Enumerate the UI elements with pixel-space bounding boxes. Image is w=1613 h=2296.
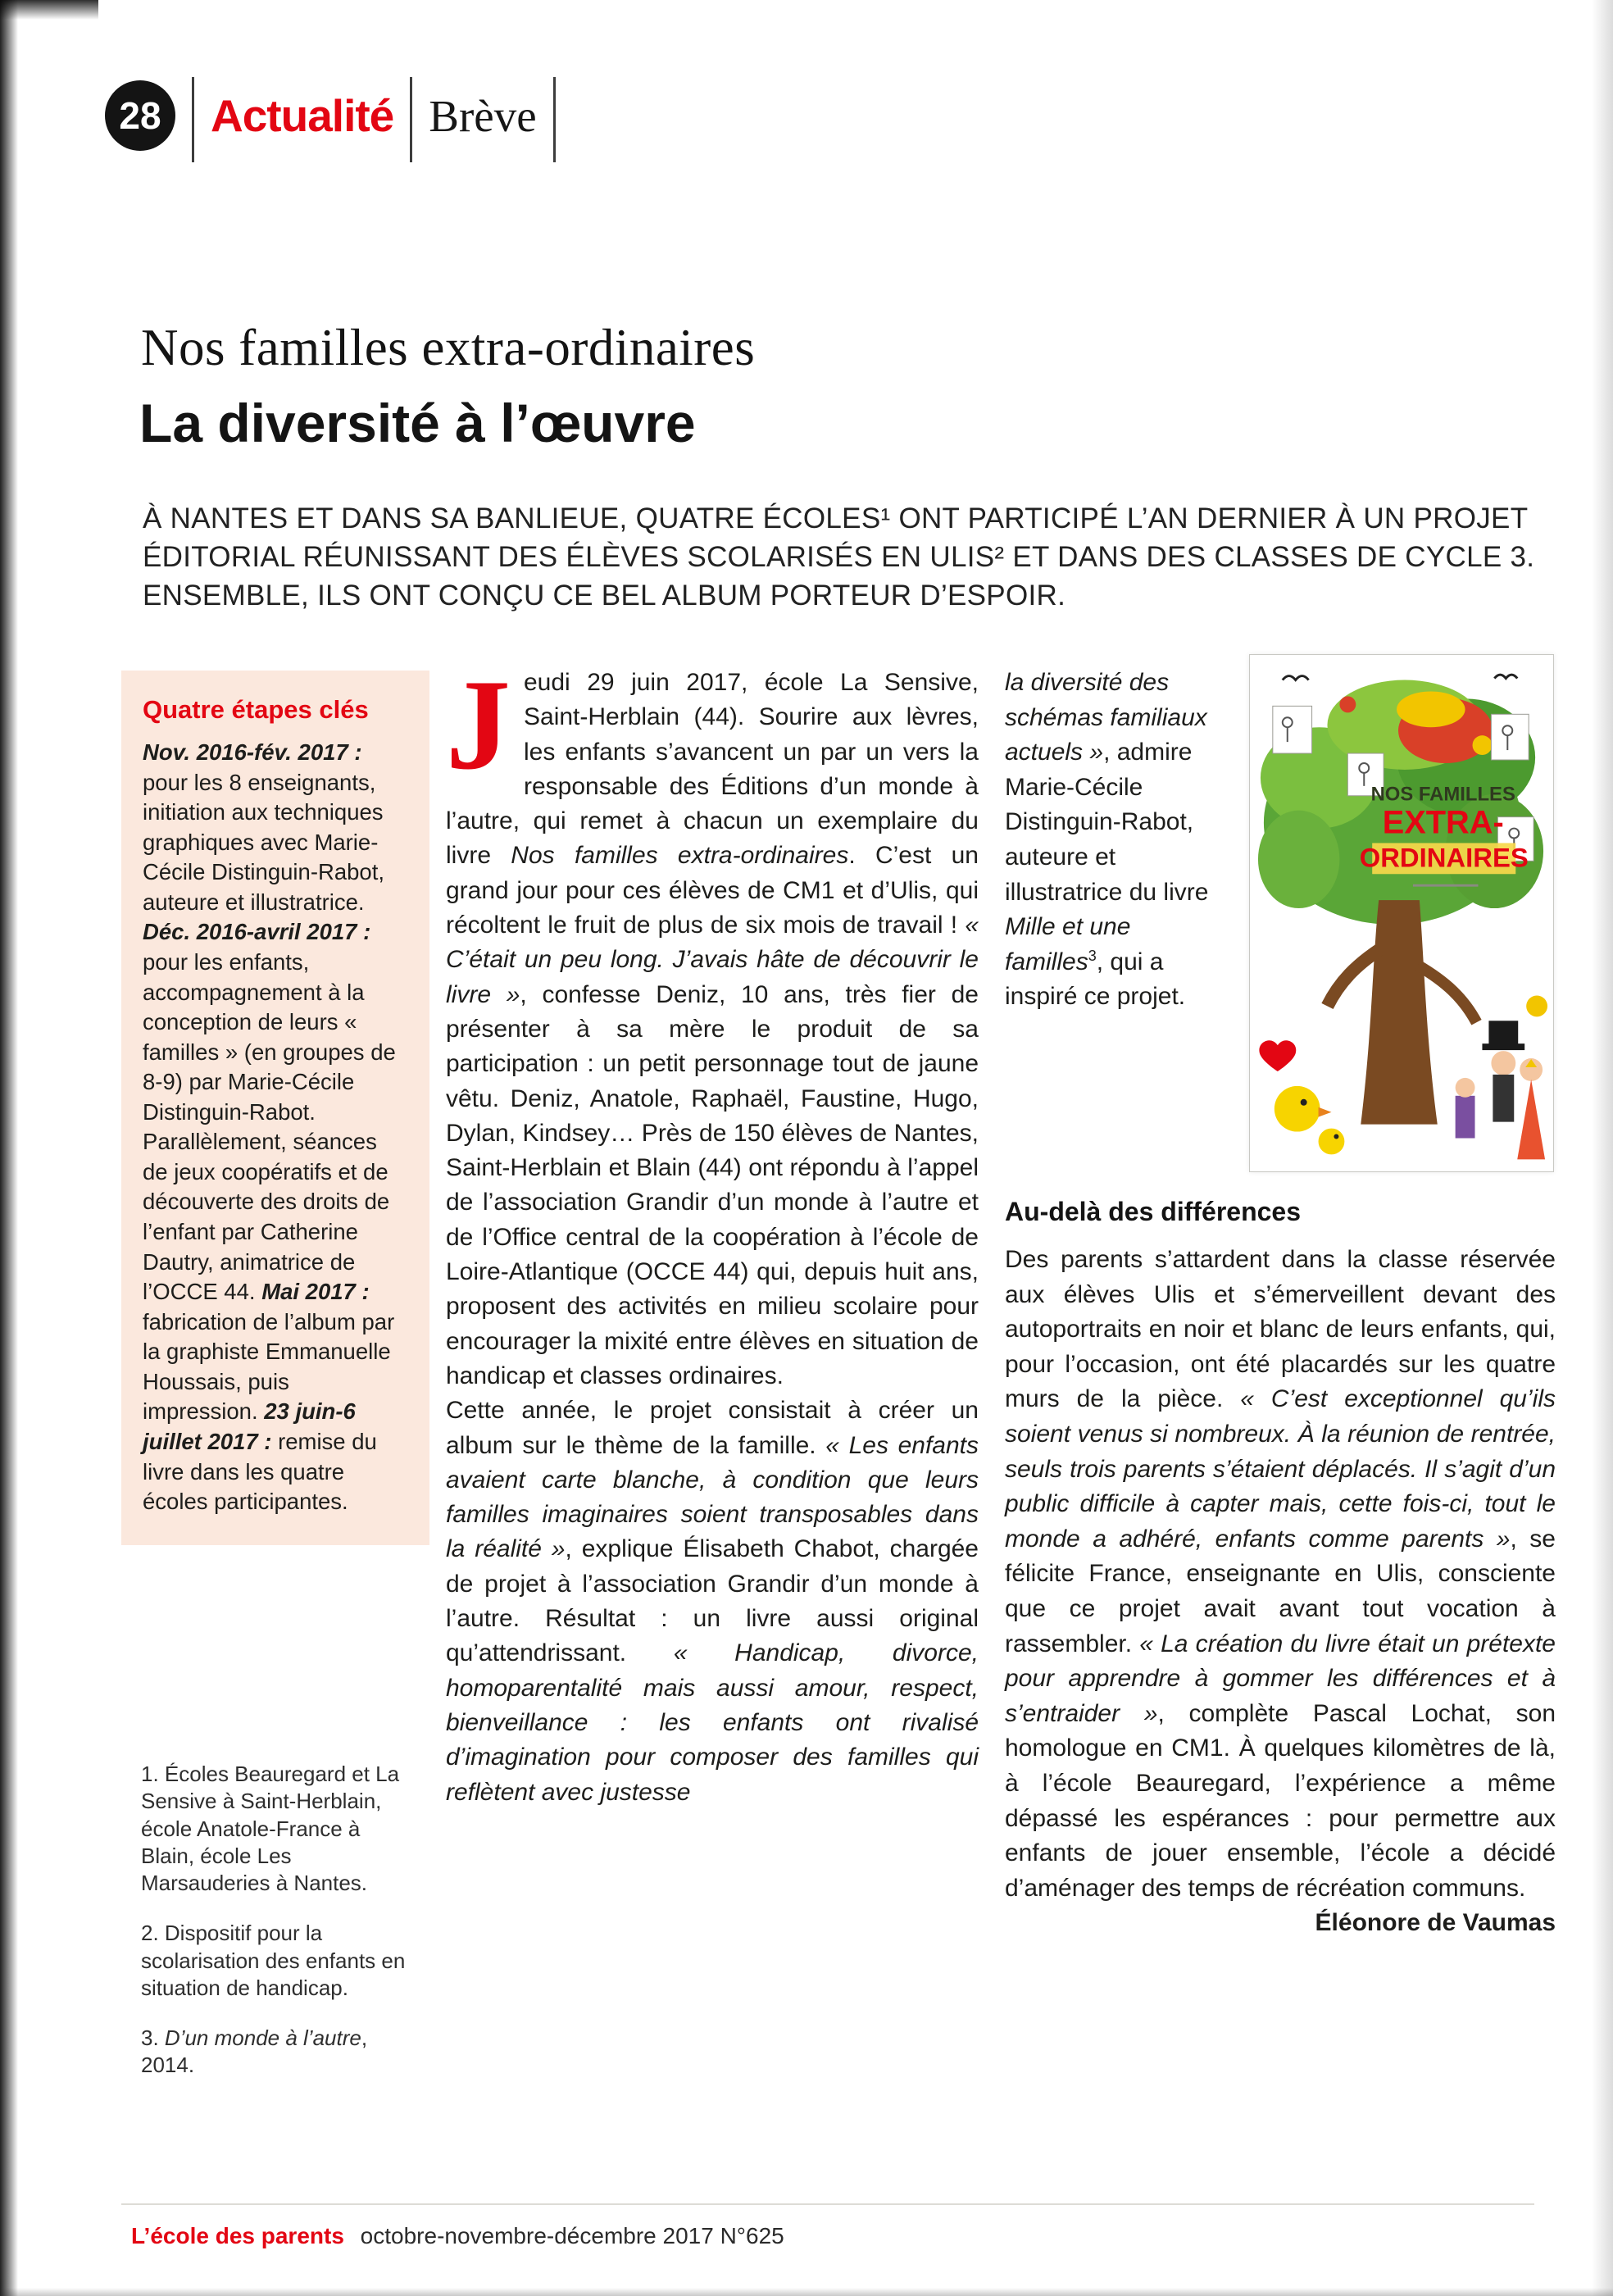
article-title: Nos familles extra-ordinaires	[141, 319, 756, 376]
right-column-continuation	[1005, 666, 1233, 1015]
subsection-label: Brève	[429, 90, 537, 141]
scan-edge-left	[0, 0, 18, 2296]
sidebar-key-steps	[121, 671, 429, 1545]
footnote-1: 1. Écoles Beauregard et La Sensive à Saint-Herblain, école Anatole-France à Blain, école Les Marsauderies à Nantes.	[141, 1762, 400, 1896]
main-paragraph-2	[446, 1394, 979, 1810]
main-paragraph-1-text: eudi 29 juin 2017, école La Sensive, Saint-Herblain (44). Sourire aux lèvres, les enfants s’avancent un par un vers la responsable des Éditions d’un monde à l’autre, qui remet à chacun un exemplaire du livre Nos familles extra-ordinaires. C’est un grand jour pour ces élèves de CM1 et d’Ulis, qui récoltent le fruit de plus de six mois de travail ! « C’était un peu long. J’avais hâte de découvrir le livre », confesse Deniz, 10 ans, très fier de présenter à sa mère le produit de sa participation : un petit personnage tout de jaune vêtu. Deniz, Anatole, Raphaël, Faustine, Hugo, Dylan, Kindsey… Près de 150 élèves de Nantes, Saint-Herblain et Blain (44) ont répondu à l’appel de l’association Grandir d’un monde à l’autre et de l’Office central de la coopération à l’école de Loire-Atlantique (OCCE 44) qui, depuis huit ans, proposent des activités en milieu scolaire pour encourager la mixité entre élèves en situation de handicap et classes ordinaires.	[446, 669, 979, 1389]
right-body-paragraph	[1005, 1243, 1556, 1937]
footer-rule	[121, 2203, 1534, 2205]
main-column	[446, 653, 979, 1810]
article-lead: À NANTES ET DANS SA BANLIEUE, QUATRE ÉCOLES¹ ONT PARTICIPÉ L’AN DERNIER À UN PROJET ÉDITORIAL RÉUNISSANT DES ÉLÈVES SCOLARISÉS EN ULIS² ET DANS DES CLASSES DE CYCLE 3. ENSEMBLE, ILS ONT CONÇU CE BEL ALBUM PORTEUR D’ESPOIR.	[143, 502, 1535, 612]
right-column-body	[1005, 1243, 1556, 1941]
scan-edge-bottom	[0, 2288, 1613, 2296]
scan-corner-top-left	[0, 0, 98, 20]
article-subtitle: La diversité à l’œuvre	[139, 393, 696, 453]
header-divider	[410, 77, 412, 162]
page-footer	[131, 2223, 784, 2249]
book-title-text	[1360, 784, 1529, 885]
continuation-text: la diversité des schémas familiaux actuels », admire Marie-Cécile Distinguin-Rabot, auteure et illustratrice du livre Mille et une familles$^3$, qui a inspiré ce projet.	[1005, 669, 1209, 1011]
scan-edge-right	[1592, 0, 1613, 2296]
header-divider	[192, 77, 194, 162]
main-paragraph-2-text: Cette année, le projet consistait à créer un album sur le thème de la famille. « Les enfants avaient carte blanche, à condition que leurs familles imaginaires soient transposables dans la réalité », explique Élisabeth Chabot, chargée de projet à l’association Grandir d’un monde à l’autre. Résultat : un livre aussi original qu’attendrissant. « Handicap, divorce, homoparentalité mais aussi amour, respect, bienveillance : les enfants ont rivalisé d’imagination pour composer des familles qui reflètent avec justesse	[446, 1397, 979, 1806]
drop-cap: J	[446, 653, 511, 797]
main-paragraph-1	[446, 653, 979, 1394]
footnote-3: 3. D’un monde à l’autre, 2014.	[141, 2025, 368, 2078]
magazine-name: L’école des parents	[131, 2223, 344, 2248]
page-header	[105, 70, 572, 161]
right-body-text: Des parents s’attardent dans la classe réservée aux élèves Ulis et s’émerveillent devant des autoportraits en noir et blanc de leurs enfants, qui, pour l’occasion, ont été placardés sur les quatre murs de la pièce. « C’est exceptionnel qu’ils soient venus si nombreux. À la réunion de rentrée, seuls trois parents s’étaient déplacés. Il s’agit d’un public difficile à capter mais, cette fois-ci, tout le monde a adhéré, enfants comme parents », se félicite France, enseignante en Ulis, consciente que ce projet avait avant tout vocation à rassembler. « La création du livre était un prétexte pour apprendre à gommer les différences et à s’entraider », complète Pascal Lochat, son homologue en CM1. À quelques kilomètres de là, à l’école Beauregard, l’expérience a même dépassé les espérances : pour permettre aux enfants de jouer ensemble, l’école a décidé d’aménager des temps de récréation communs.	[1005, 1246, 1556, 1902]
book-title-line2: EXTRA-	[1382, 804, 1504, 841]
header-divider	[553, 77, 556, 162]
issue-info: octobre-novembre-décembre 2017 N°625	[360, 2223, 784, 2248]
section-label: Actualité	[211, 90, 394, 141]
book-cover-illustration	[1250, 655, 1553, 1171]
book-title-line3: ORDINAIRES	[1359, 842, 1529, 873]
page-number-badge: 28	[105, 80, 175, 151]
sidebar-title: Quatre étapes clés	[143, 695, 369, 724]
section-heading-beyond-differences: Au-delà des différences	[1005, 1197, 1301, 1226]
author-byline: Éléonore de Vaumas	[1315, 1909, 1556, 1937]
book-title-line1: NOS FAMILLES	[1370, 783, 1515, 806]
book-cover	[1249, 654, 1554, 1172]
sidebar-body: Nov. 2016-fév. 2017 : pour les 8 enseignants, initiation aux techniques graphiques avec Marie-Cécile Distinguin-Rabot, auteure et illustratrice. Déc. 2016-avril 2017 : pour les enfants, accompagnement à la conception de leurs « familles » (en groupes de 8-9) par Marie-Cécile Distinguin-Rabot. Parallèlement, séances de jeux coopératifs et de découverte des droits de l’enfant par Catherine Dautry, animatrice de l’OCCE 44. Mai 2017 : fabrication de l’album par la graphiste Emmanuelle Houssais, puis impression. 23 juin-6 juillet 2017 : remise du livre dans les quatre écoles participantes.	[143, 739, 396, 1515]
footnotes	[141, 1761, 411, 2103]
footnote-2: 2. Dispositif pour la scolarisation des enfants en situation de handicap.	[141, 1921, 406, 2000]
